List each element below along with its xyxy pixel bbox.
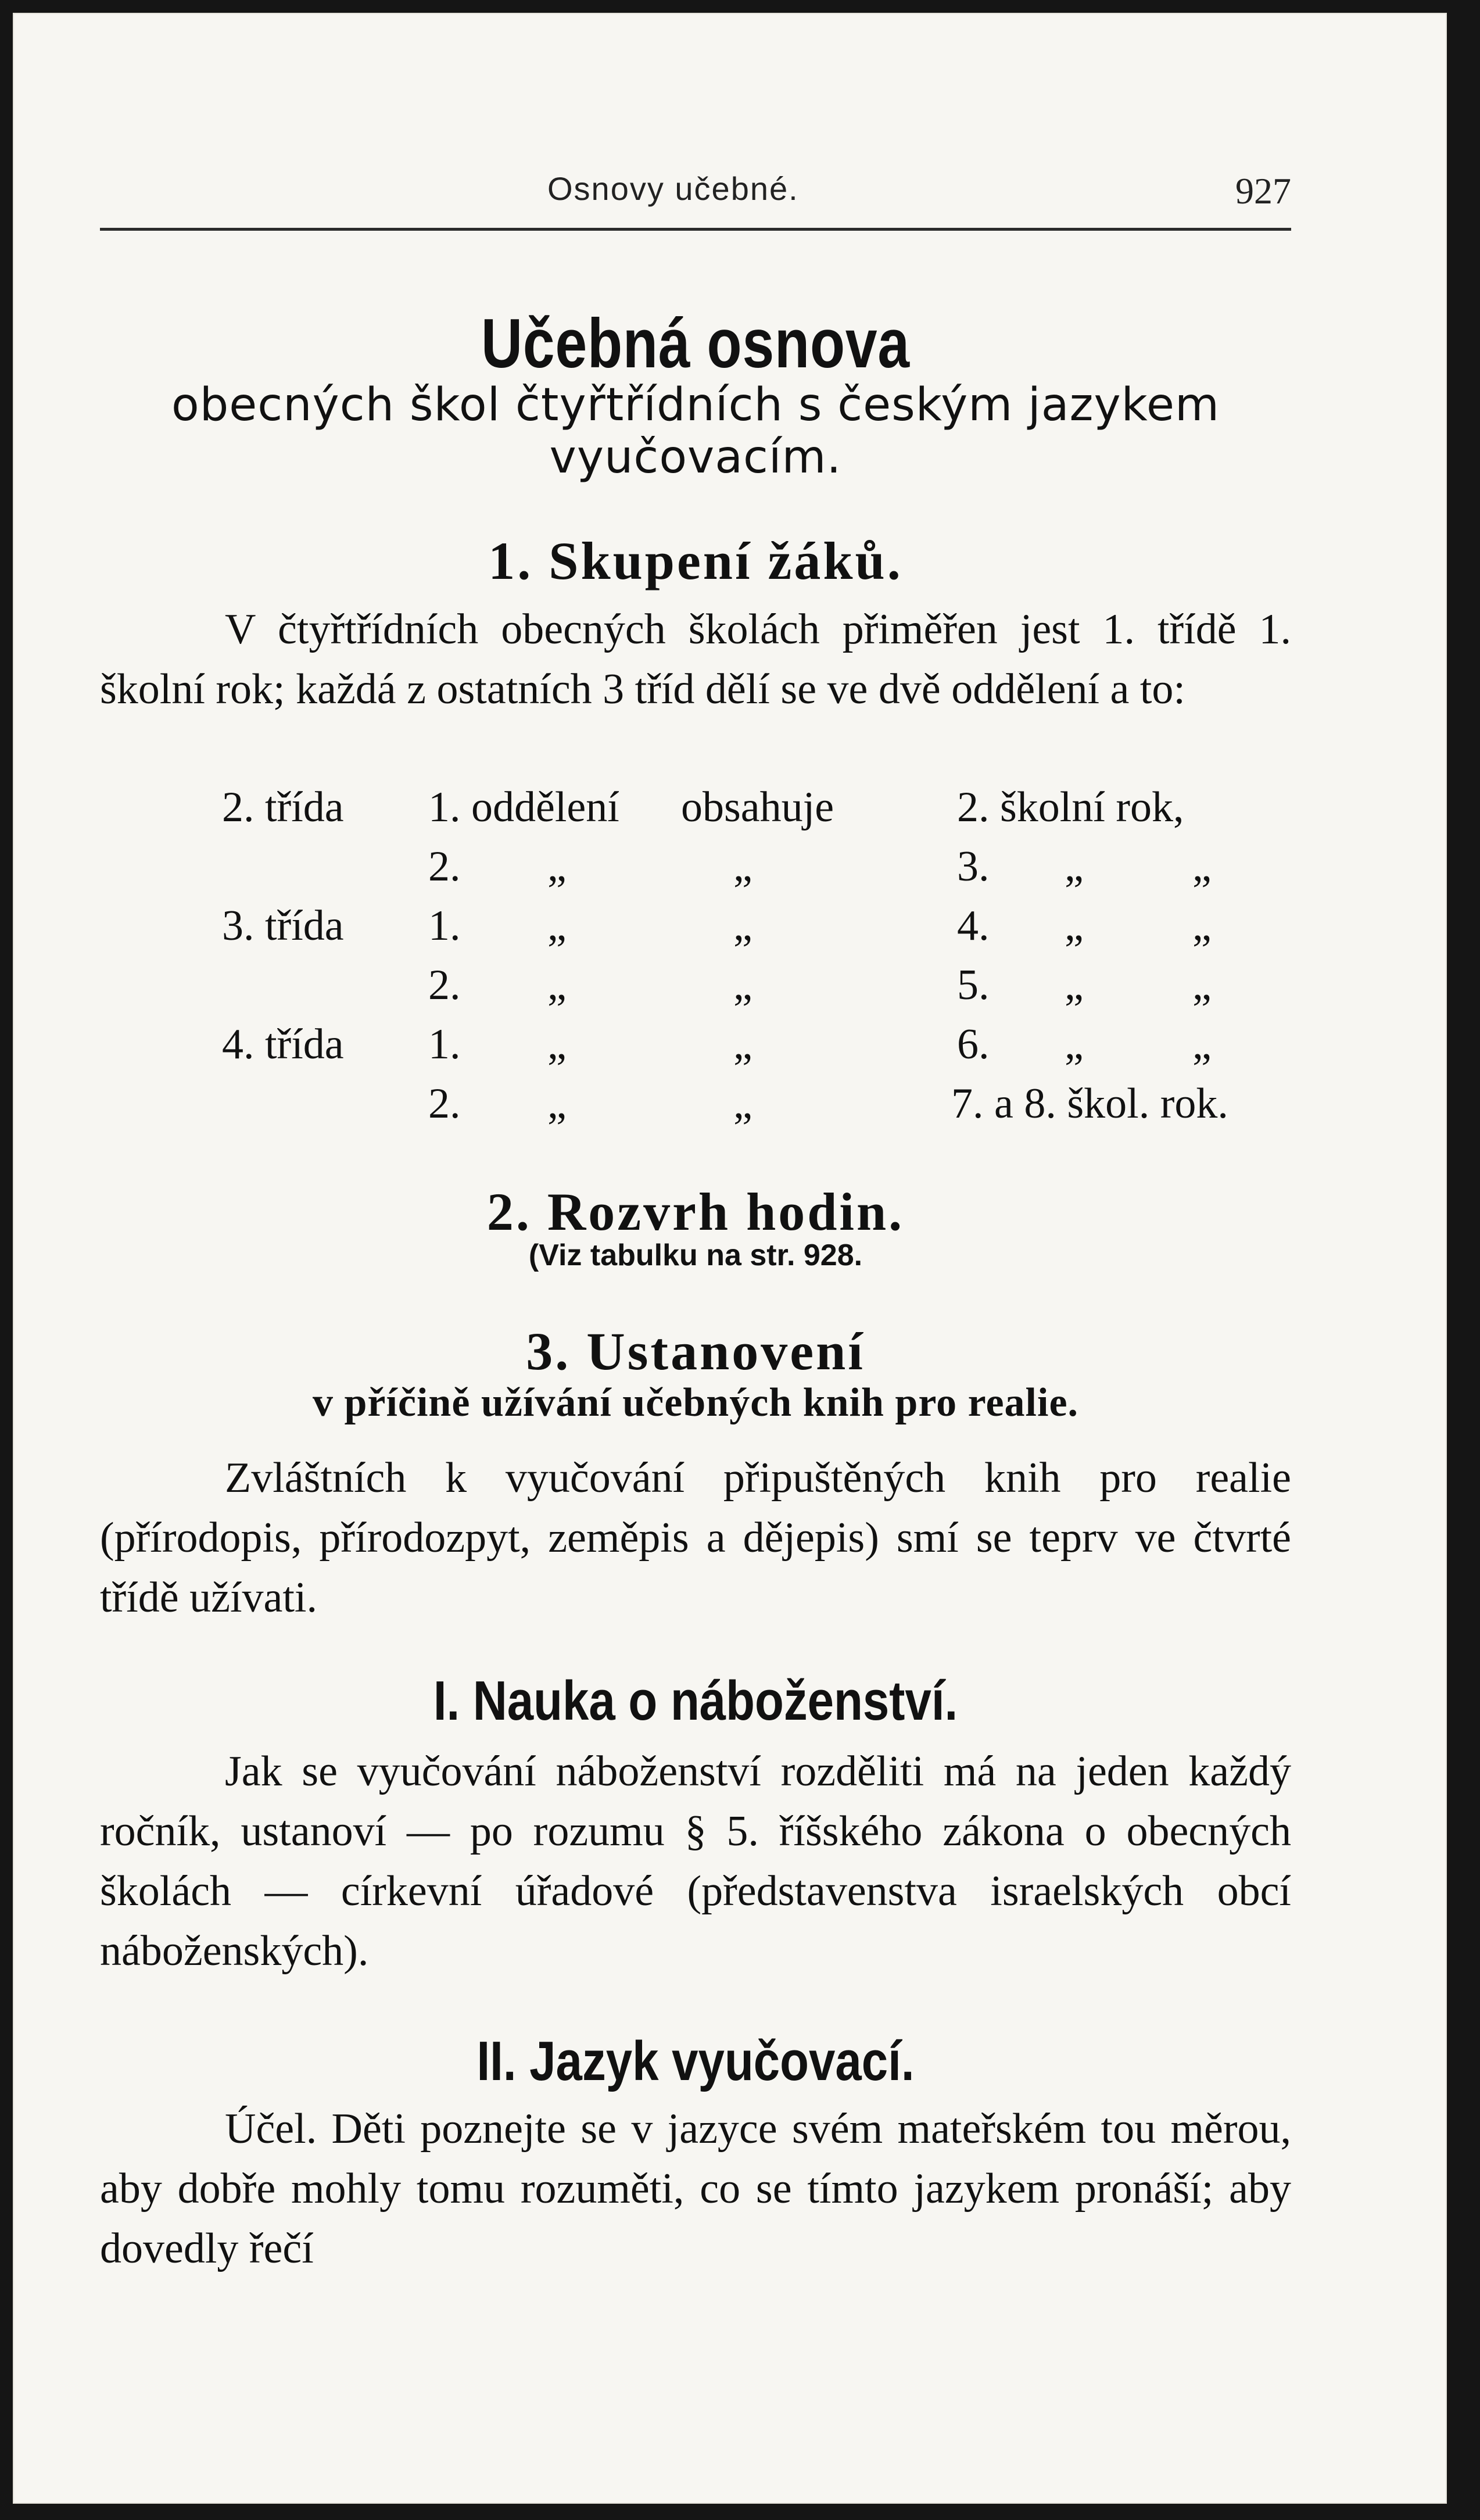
document-subtitle: obecných škol čtyřtřídních s českým jazykem vyučovacím. [171, 379, 1220, 484]
ditto-mark: „ [547, 961, 567, 1009]
section-heading-timetable: 2. Rozvrh hodin. [486, 1182, 905, 1241]
part-heading-language: II. Jazyk vyučovací. [476, 2030, 915, 2092]
timetable-note: (Viz tabulku na str. 928. [528, 1238, 863, 1272]
table-row [100, 901, 1291, 961]
division-label: 2. [428, 961, 461, 1009]
running-head [100, 170, 1291, 234]
class-label: 3. třída [222, 902, 344, 950]
ditto-mark: „ [1065, 961, 1084, 1009]
ditto-mark: „ [547, 1021, 567, 1068]
header-rule [100, 228, 1291, 231]
provision-body [100, 1448, 1291, 1628]
ditto-mark: „ [733, 961, 752, 1009]
table-row [100, 842, 1291, 901]
document-title: Učebná osnova [481, 305, 910, 382]
ditto-mark: „ [1065, 902, 1084, 950]
book-page [13, 13, 1447, 2504]
table-row [100, 1079, 1291, 1139]
scan-border-left [0, 0, 13, 2520]
ditto-mark: „ [1192, 1021, 1212, 1068]
school-year-label: 7. a 8. škol. rok. [951, 1080, 1228, 1127]
scan-border-bottom [0, 2504, 1480, 2520]
division-label: 1. [428, 1021, 461, 1068]
religion-body [100, 1742, 1291, 1981]
religion-text: Jak se vyučování náboženství rozděliti má na jeden každý ročník, ustanoví — po rozumu § 5. říšského zákona o obecných školách — církevní úřadové (představenstva israelských obcí náboženských). [100, 1748, 1291, 1975]
school-year-label: 6. [957, 1021, 990, 1068]
table-row [100, 1020, 1291, 1079]
division-label: 1. oddělení [428, 783, 619, 831]
section-grouping-intro [100, 600, 1291, 720]
provision-subheading: v příčině užívání učebných knih pro realie. [312, 1380, 1079, 1425]
contains-label: obsahuje [681, 783, 834, 831]
section-heading-provision: 3. Ustanovení [526, 1322, 865, 1381]
division-label: 2. [428, 843, 461, 890]
school-year-label: 3. [957, 843, 990, 890]
ditto-mark: „ [547, 902, 567, 950]
ditto-mark: „ [733, 902, 752, 950]
division-label: 2. [428, 1080, 461, 1127]
ditto-mark: „ [1192, 902, 1212, 950]
school-year-label: 2. školní rok, [957, 783, 1184, 831]
ditto-mark: „ [1192, 843, 1212, 890]
ditto-mark: „ [1065, 843, 1084, 890]
language-body [100, 2099, 1291, 2279]
ditto-mark: „ [733, 1021, 752, 1068]
ditto-mark: „ [547, 843, 567, 890]
ditto-mark: „ [1065, 1021, 1084, 1068]
ditto-mark: „ [733, 843, 752, 890]
table-row [100, 783, 1291, 842]
part-heading-religion: I. Nauka o náboženství. [433, 1670, 958, 1732]
class-division-table [100, 783, 1291, 1139]
ditto-mark: „ [1192, 961, 1212, 1009]
class-label: 2. třída [222, 783, 344, 831]
ditto-mark: „ [733, 1080, 752, 1127]
grouping-intro-text: V čtyřtřídních obecných školách přiměřen jest 1. třídě 1. školní rok; každá z ostatních 3 tříd dělí se ve dvě oddělení a to: [100, 606, 1291, 713]
school-year-label: 5. [957, 961, 990, 1009]
table-row [100, 961, 1291, 1020]
language-text: Účel. Děti poznejte se v jazyce svém mateřském tou měrou, aby dobře mohly tomu rozuměti, co se tímto jazykem pronáší; aby dovedly řečí [100, 2105, 1291, 2272]
provision-text: Zvláštních k vyučování připuštěných knih pro realie (přírodopis, přírodozpyt, zeměpis a dějepis) smí se teprv ve čtvrté třídě užívati. [100, 1454, 1291, 1621]
school-year-label: 4. [957, 902, 990, 950]
scan-border-right [1447, 0, 1480, 2520]
ditto-mark: „ [547, 1080, 567, 1127]
class-label: 4. třída [222, 1021, 344, 1068]
page-number: 927 [1235, 170, 1291, 212]
scan-border-top [0, 0, 1480, 13]
division-label: 1. [428, 902, 461, 950]
running-title: Osnovy učebné. [547, 170, 799, 207]
section-heading-grouping: 1. Skupení žáků. [488, 531, 903, 590]
